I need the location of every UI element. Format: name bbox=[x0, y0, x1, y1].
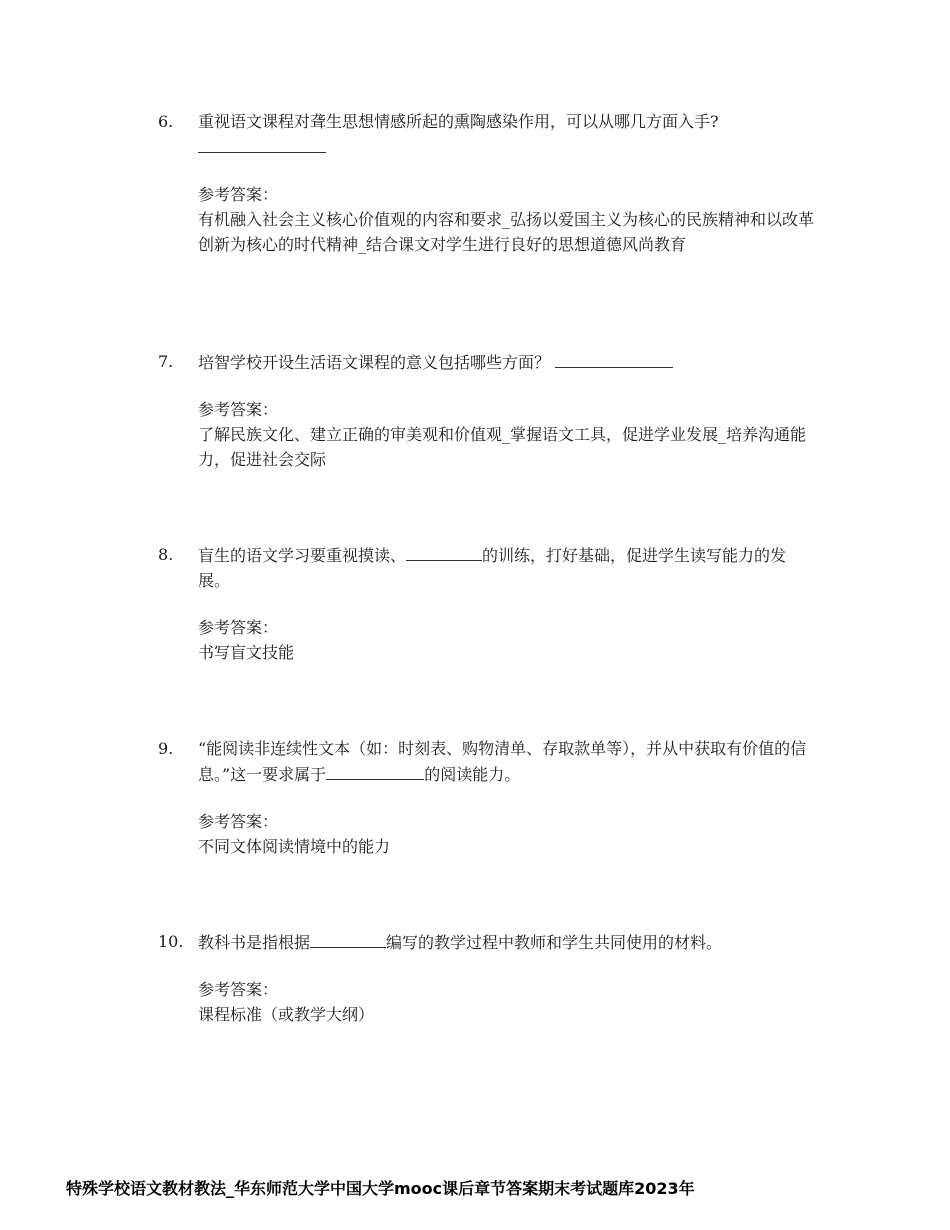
question-text: 培智学校开设生活语文课程的意义包括哪些方面？ bbox=[198, 349, 818, 375]
question-7 bbox=[158, 349, 818, 472]
question-text: “能阅读非连续性文本（如：时刻表、购物清单、存取款单等），并从中获取有价值的信息。”这一要求属于 的阅读能力。 bbox=[198, 739, 807, 784]
question-text: 盲生的语文学习要重视摸读、 的训练，打好基础，促进学生读写能力的发展。 bbox=[198, 542, 818, 593]
question-9 bbox=[158, 736, 818, 859]
answer-text: 有机融入社会主义核心价值观的内容和要求_弘扬以爱国主义为核心的民族精神和以改革创新为核心的时代精神_结合课文对学生进行良好的思想道德风尚教育 bbox=[198, 210, 815, 254]
answer-blank bbox=[310, 929, 386, 948]
question-number: 8. bbox=[158, 545, 174, 564]
question-text: 教科书是指根据 编写的教学过程中教师和学生共同使用的材料。 bbox=[198, 929, 818, 955]
answer-blank bbox=[198, 134, 326, 153]
answer-label: 参考答案： bbox=[198, 185, 279, 204]
question-number: 7. bbox=[158, 352, 174, 371]
question-6 bbox=[158, 109, 818, 257]
answer-blank bbox=[326, 761, 424, 780]
document-footer-title: 特殊学校语文教材教法_华东师范大学中国大学mooc课后章节答案期末考试题库2023年 bbox=[66, 1179, 695, 1198]
question-number: 6. bbox=[158, 112, 174, 131]
answer-text: 不同文体阅读情境中的能力 bbox=[198, 837, 391, 856]
answer-label: 参考答案： bbox=[198, 812, 279, 831]
question-text: 重视语文课程对聋生思想情感所起的熏陶感染作用，可以从哪几方面入手? bbox=[198, 109, 818, 160]
answer-label: 参考答案： bbox=[198, 618, 279, 637]
answer-text: 了解民族文化、建立正确的审美观和价值观_掌握语文工具，促进学业发展_培养沟通能力，促进社会交际 bbox=[198, 425, 807, 469]
answer-label: 参考答案： bbox=[198, 400, 279, 419]
question-8 bbox=[158, 542, 818, 665]
question-number: 10. bbox=[158, 932, 184, 951]
answer-text: 书写盲文技能 bbox=[198, 643, 295, 662]
answer-label: 参考答案： bbox=[198, 980, 279, 999]
answer-blank bbox=[406, 542, 482, 561]
answer-blank bbox=[555, 349, 673, 368]
question-10 bbox=[158, 929, 818, 1027]
answer-text: 课程标准（或教学大纲） bbox=[198, 1005, 375, 1024]
question-number: 9. bbox=[158, 739, 174, 758]
